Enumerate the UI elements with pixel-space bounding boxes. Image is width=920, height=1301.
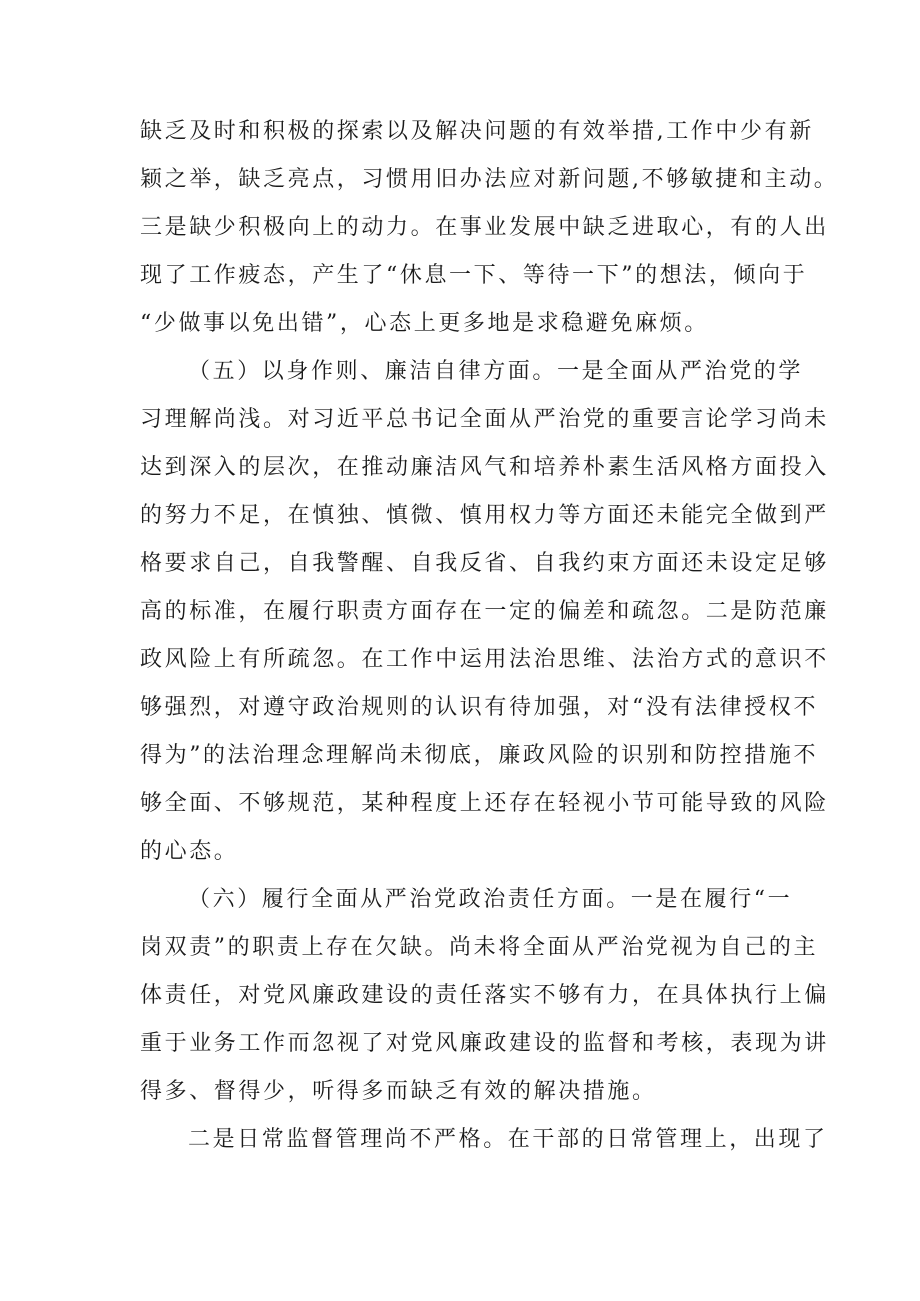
section-five-heading-line: （五）以身作则、廉洁自律方面。一是全面从严治党的学: [188, 359, 804, 384]
text-line: 够全面、不够规范，某种程度上还存在轻视小节可能导致的风险: [140, 791, 829, 816]
text-line: 习理解尚浅。对习近平总书记全面从严治党的重要言论学习尚未: [140, 407, 829, 432]
text-line: 重于业务工作而忽视了对党风廉政建设的监督和考核，表现为讲: [140, 1031, 829, 1056]
text-line: 缺乏及时和积极的探索以及解决问题的有效举措,工作中少有新: [140, 119, 814, 144]
text-line: 政风险上有所疏忽。在工作中运用法治思维、法治方式的意识不: [140, 647, 829, 672]
text-line: 现了工作疲态，产生了“休息一下、等待一下”的想法，倾向于: [140, 263, 808, 288]
text-line: 体责任，对党风廉政建设的责任落实不够有力，在具体执行上偏: [140, 983, 829, 1008]
text-line: 颖之举，缺乏亮点，习惯用旧办法应对新问题,不够敏捷和主动。: [140, 167, 839, 192]
text-line: “少做事以免出错”，心态上更多地是求稳避免麻烦。: [140, 311, 709, 336]
text-line: 岗双责”的职责上存在欠缺。尚未将全面从严治党视为自己的主: [140, 935, 819, 960]
section-six-heading-line: （六）履行全面从严治党政治责任方面。一是在履行“一: [188, 887, 793, 912]
text-line: 三是缺少积极向上的动力。在事业发展中缺乏进取心，有的人出: [140, 215, 829, 240]
text-line: 够强烈，对遵守政治规则的认识有待加强，对“没有法律授权不: [140, 695, 819, 720]
text-line: 格要求自己，自我警醒、自我反省、自我约束方面还未设定足够: [140, 551, 829, 576]
text-line: 的心态。: [140, 839, 239, 864]
text-line: 得多、督得少，听得多而缺乏有效的解决措施。: [140, 1079, 657, 1104]
text-line: 得为”的法治理念理解尚未彻底，廉政风险的识别和防控措施不: [140, 743, 819, 768]
text-line: 达到深入的层次，在推动廉洁风气和培养朴素生活风格方面投入: [140, 455, 829, 480]
paragraph-start-line: 二是日常监督管理尚不严格。在干部的日常管理上，出现了: [188, 1127, 828, 1152]
text-line: 高的标准，在履行职责方面存在一定的偏差和疏忽。二是防范廉: [140, 599, 829, 624]
text-line: 的努力不足，在慎独、慎微、慎用权力等方面还未能完全做到严: [140, 503, 829, 528]
